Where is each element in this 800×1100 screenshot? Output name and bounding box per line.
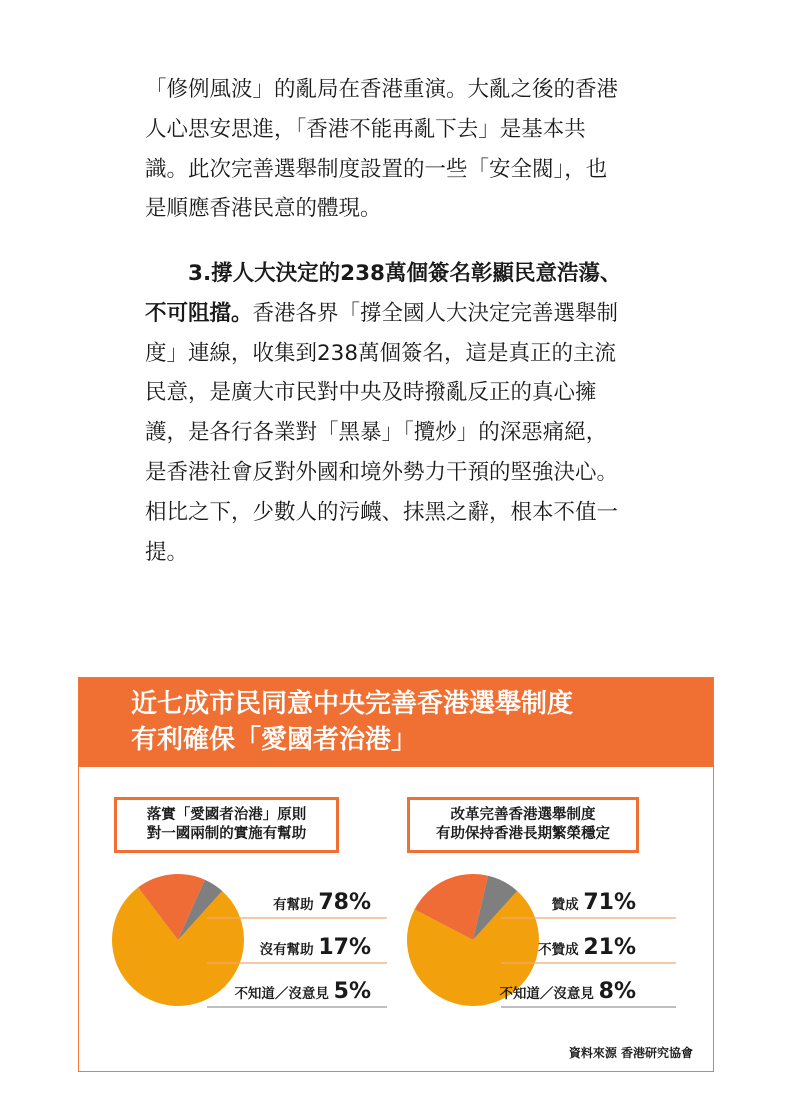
pie-1-category-label-3: 不知道／沒意見	[234, 986, 334, 1002]
pie-2-category-label-2: 不贊成	[538, 942, 584, 958]
question-2-line-1: 改革完善香港選舉制度	[450, 807, 596, 823]
infographic-title-line-2: 有利確保「愛國者治港」	[131, 725, 418, 755]
question-2-line-2: 有助保持香港長期繁榮穩定	[436, 826, 610, 842]
svg-text:沒有幫助 17%	[260, 935, 371, 960]
pie-1-legend-row-3	[207, 979, 387, 1007]
paragraph-2-heading: 3.撐人大決定的238萬個簽名彰顯民意浩蕩、不可阻擋。	[145, 261, 622, 326]
svg-text:有幫助 78%	[273, 890, 371, 915]
question-1-line-2: 對一國兩制的實施有幫助	[146, 826, 307, 842]
pie-2-legend-row-3	[499, 979, 676, 1007]
pie-charts	[79, 678, 715, 1073]
article-paragraph-1	[145, 70, 625, 229]
paragraph-1-text: 「修例風波」的亂局在香港重演。大亂之後的香港人心思安思進，「香港不能再亂下去」是基本共識。此次完善選舉制度設置的一些「安全閥」，也是順應香港民意的體現。	[145, 77, 619, 222]
pie-2-category-label-3: 不知道／沒意見	[499, 986, 599, 1002]
data-source-note: 資料來源 香港研究協會	[568, 1046, 693, 1060]
pie-2-value-label-2: 21%	[583, 935, 636, 960]
paragraph-2-text: 香港各界「撐全國人大決定完善選舉制度」連線，收集到238萬個簽名，這是真正的主流民意，是廣大市民對中央及時撥亂反正的真心擁護，是各行各業對「黑暴」「攬炒」的深惡痛絕，是香港社會反對外國和境外勢力干預的堅強決心。相比之下，少數人的污衊、抹黑之辭，根本不值一提。	[145, 300, 619, 565]
pie-2-value-label-3: 8%	[598, 979, 636, 1004]
pie-1-value-label-2: 17%	[318, 935, 371, 960]
question-1-line-1: 落實「愛國者治港」原則	[146, 807, 307, 823]
pie-1-value-label-1: 78%	[318, 890, 371, 915]
article-paragraph-2	[145, 254, 625, 572]
svg-text:不知道／沒意見 5%	[234, 979, 371, 1004]
svg-text:贊成 71%	[552, 890, 636, 915]
svg-text:不贊成 21%	[538, 935, 636, 960]
pie-2-category-label-1: 贊成	[551, 897, 584, 913]
pie-1-category-label-1: 有幫助	[273, 897, 319, 913]
pie-1-category-label-2: 沒有幫助	[259, 942, 319, 958]
infographic-panel	[78, 677, 714, 1072]
pie-2-value-label-1: 71%	[583, 890, 636, 915]
infographic-title-line-1: 近七成市民同意中央完善香港選舉制度	[131, 689, 574, 719]
pie-1-value-label-3: 5%	[333, 979, 371, 1004]
